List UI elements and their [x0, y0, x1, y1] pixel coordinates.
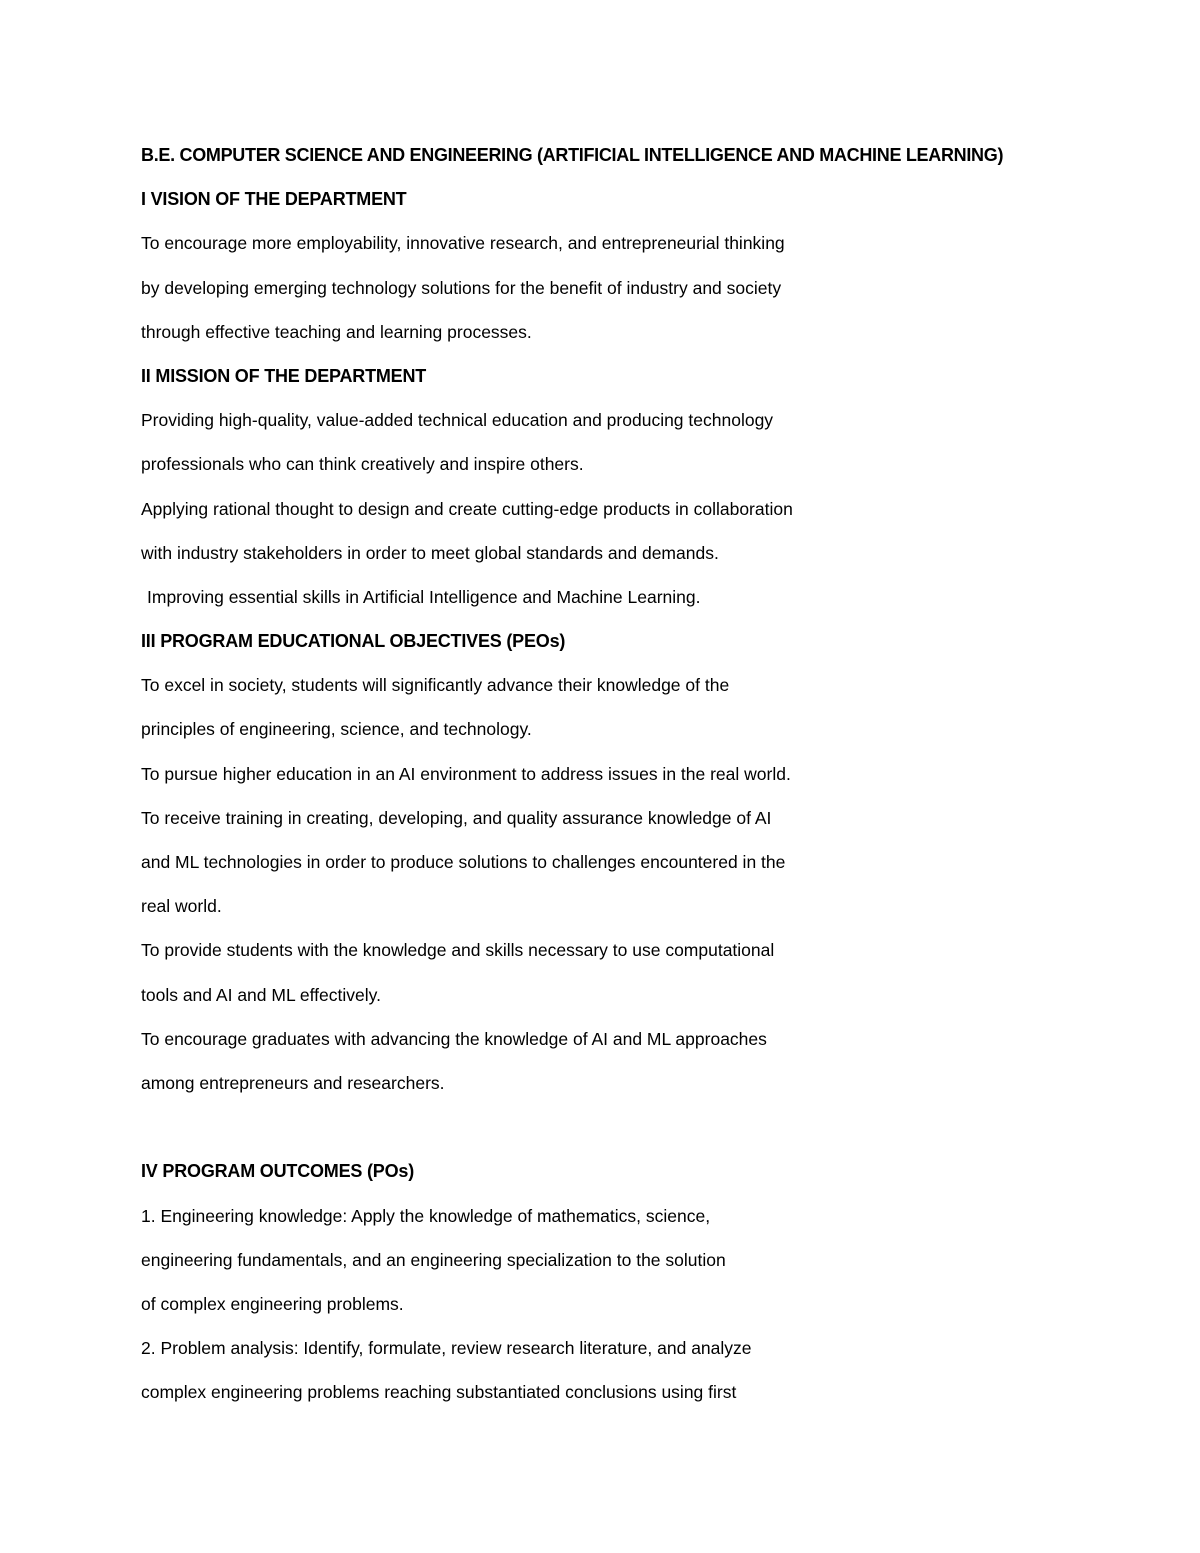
peo-line: To receive training in creating, developing, and quality assurance knowledge of AI [141, 807, 772, 828]
document-body [141, 140, 1041, 1421]
mission-line: with industry stakeholders in order to meet global standards and demands. [141, 542, 719, 563]
po-line: 1. Engineering knowledge: Apply the knowledge of mathematics, science, [141, 1205, 711, 1226]
peo-line: tools and AI and ML effectively. [141, 984, 381, 1005]
peo-line: To encourage graduates with advancing the knowledge of AI and ML approaches [141, 1028, 767, 1049]
paragraph-spacer [141, 1112, 1041, 1156]
vision-line: To encourage more employability, innovative research, and entrepreneurial thinking [141, 233, 785, 254]
pos-heading: IV PROGRAM OUTCOMES (POs) [141, 1161, 415, 1182]
po-line: of complex engineering problems. [141, 1293, 404, 1314]
peos-heading: III PROGRAM EDUCATIONAL OBJECTIVES (PEOs) [141, 631, 566, 652]
mission-line: Providing high-quality, value-added technical education and producing technology [141, 410, 774, 431]
vision-heading: I VISION OF THE DEPARTMENT [141, 189, 407, 210]
peo-line: To pursue higher education in an AI environment to address issues in the real world. [141, 763, 791, 784]
po-line: 2. Problem analysis: Identify, formulate, review research literature, and analyze [141, 1338, 752, 1359]
peo-line: and ML technologies in order to produce solutions to challenges encountered in the [141, 852, 786, 872]
peo-line: To provide students with the knowledge and skills necessary to use computational [141, 940, 775, 961]
peo-line: among entrepreneurs and researchers. [141, 1072, 445, 1093]
vision-line: by developing emerging technology solutions for the benefit of industry and society [141, 277, 782, 298]
mission-heading: II MISSION OF THE DEPARTMENT [141, 365, 427, 386]
peo-line: real world. [141, 896, 222, 917]
vision-line: through effective teaching and learning processes. [141, 321, 532, 342]
mission-line: Improving essential skills in Artificial Intelligence and Machine Learning. [147, 586, 701, 607]
peo-line: principles of engineering, science, and technology. [141, 719, 532, 740]
po-line: engineering fundamentals, and an engineering specialization to the solution [141, 1249, 726, 1270]
peo-line: To excel in society, students will significantly advance their knowledge of the [141, 675, 730, 696]
mission-line: Applying rational thought to design and create cutting-edge products in collaboration [141, 498, 793, 519]
po-line: complex engineering problems reaching substantiated conclusions using first [141, 1382, 737, 1403]
document-title: B.E. COMPUTER SCIENCE AND ENGINEERING (ARTIFICIAL INTELLIGENCE AND MACHINE LEARNING) [141, 145, 1004, 165]
mission-line: professionals who can think creatively and inspire others. [141, 454, 584, 475]
